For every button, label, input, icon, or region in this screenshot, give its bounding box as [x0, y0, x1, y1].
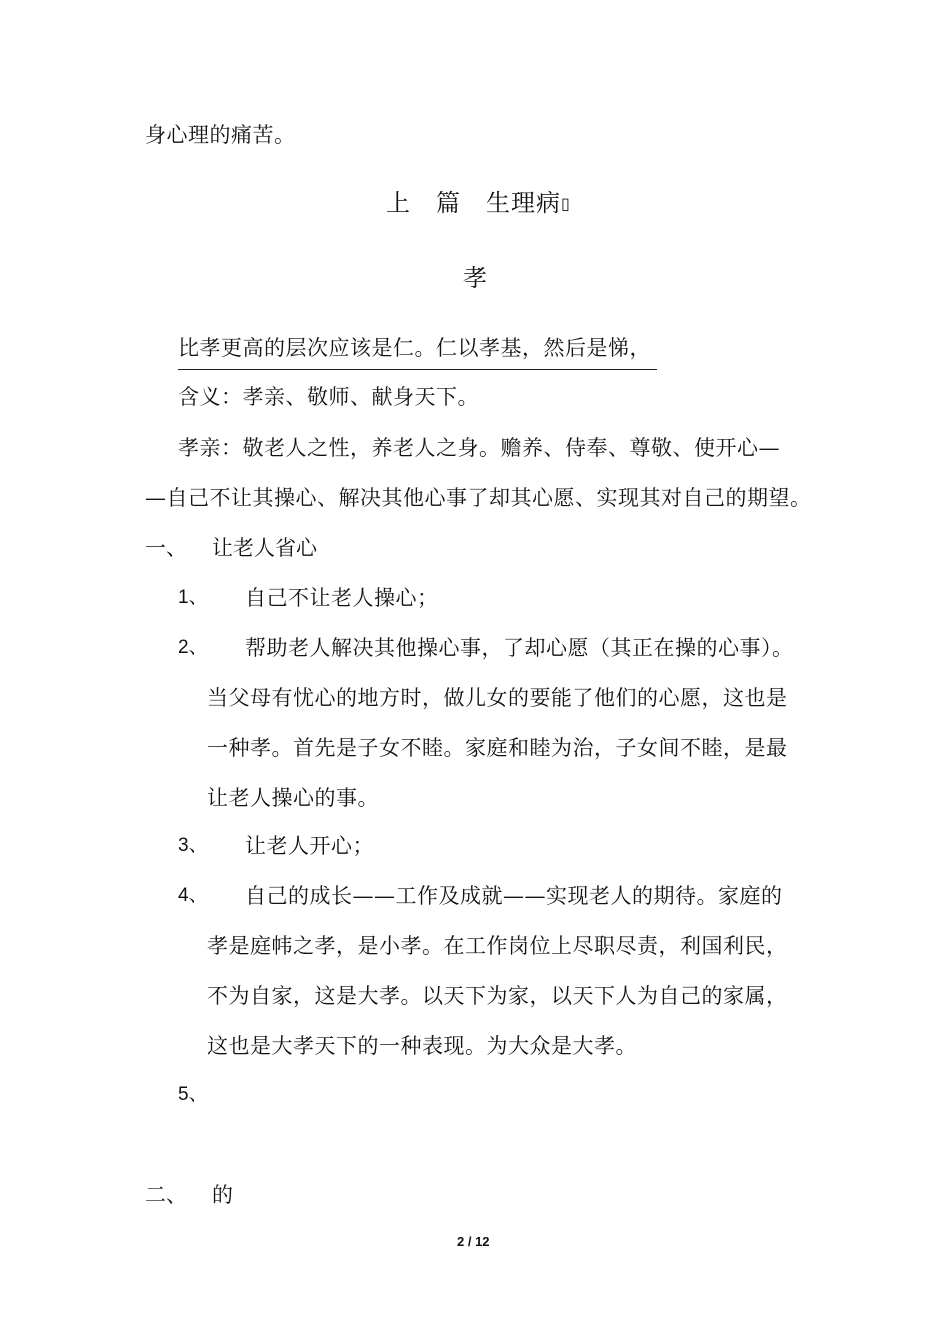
section-title	[386, 187, 571, 220]
list-item-text: 不为自家，这是大孝。以天下为家，以天下人为自己的家属，	[207, 984, 788, 1008]
list-item-text: 当父母有忧心的地方时，做儿女的要能了他们的心愿，这也是	[207, 686, 788, 710]
section-two-marker: 二、	[145, 1183, 187, 1207]
list-item-text: 自己的成长——工作及成就——实现老人的期待。家庭的	[245, 884, 783, 908]
section-two-heading: 的	[212, 1183, 233, 1207]
list-item-text: 自己不让老人操心；	[245, 586, 439, 610]
list-item-text: 一种孝。首先是子女不睦。家庭和睦为治，子女间不睦，是最	[207, 736, 788, 760]
meaning-paragraph: 含义：孝亲、敬师、献身天下。	[178, 385, 479, 409]
xiaoqin-paragraph-line-2: —自己不让其操心、解决其他心事了却其心愿、实现其对自己的期望。	[145, 486, 812, 510]
intro-tail-text: 身心理的痛苦。	[145, 123, 296, 147]
list-item-number: 1、	[178, 587, 208, 608]
list-item-text: 让老人操心的事。	[207, 786, 379, 810]
list-item-text: 帮助老人解决其他操心事，了却心愿（其正在操的心事）。	[245, 636, 794, 660]
list-item-text: 孝是庭帏之孝，是小孝。在工作岗位上尽职尽责，利国利民，	[207, 934, 788, 958]
section-one-marker: 一、	[145, 536, 187, 560]
list-item-number: 5、	[178, 1084, 208, 1105]
renxiao-paragraph: 比孝更高的层次应该是仁。仁以孝基，然后是悌，	[178, 333, 657, 370]
list-item-text: 这也是大孝天下的一种表现。为大众是大孝。	[207, 1034, 637, 1058]
list-item-text: 让老人开心；	[245, 834, 374, 858]
section-title-text: 上 篇 生理病	[386, 189, 561, 217]
chapter-title: 孝	[463, 264, 488, 292]
section-one-heading: 让老人省心	[212, 536, 317, 560]
xiaoqin-paragraph-line-1: 孝亲：敬老人之性，养老人之身。赡养、侍奉、尊敬、使开心—	[178, 436, 780, 460]
list-item-number: 3、	[178, 835, 208, 856]
list-item-number: 4、	[178, 885, 208, 906]
missing-glyph-icon: ▯	[561, 194, 571, 213]
list-item-number: 2、	[178, 637, 208, 658]
page-indicator: 2 / 12	[457, 1234, 490, 1249]
